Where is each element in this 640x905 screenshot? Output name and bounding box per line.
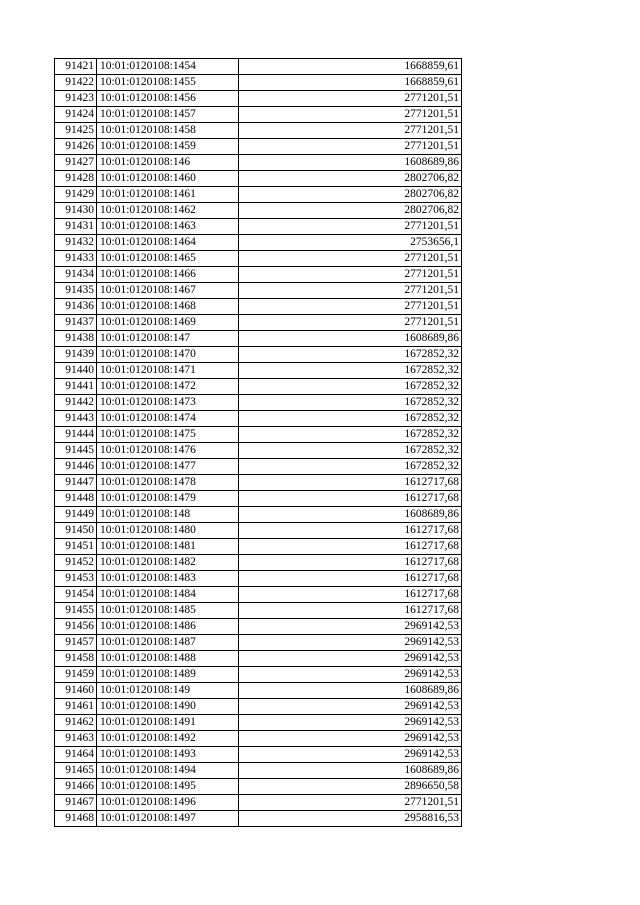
cadastral-value-cell: 2771201,51: [239, 219, 462, 235]
row-number-cell: 91441: [55, 379, 97, 395]
cadastral-number-cell: 10:01:0120108:1495: [97, 779, 239, 795]
table-row: [55, 571, 462, 587]
table-row: [55, 475, 462, 491]
cadastral-value-cell: 1668859,61: [239, 59, 462, 75]
row-number-cell: 91423: [55, 91, 97, 107]
cadastral-number-cell: 10:01:0120108:149: [97, 683, 239, 699]
cadastral-number-cell: 10:01:0120108:1464: [97, 235, 239, 251]
cadastral-number-cell: 10:01:0120108:1477: [97, 459, 239, 475]
row-number-cell: 91460: [55, 683, 97, 699]
cadastral-number-cell: 10:01:0120108:148: [97, 507, 239, 523]
row-number-cell: 91442: [55, 395, 97, 411]
table-row: [55, 795, 462, 811]
cadastral-number-cell: 10:01:0120108:1460: [97, 171, 239, 187]
table-row: [55, 619, 462, 635]
cadastral-value-cell: 1672852,32: [239, 459, 462, 475]
cadastral-value-cell: 1612717,68: [239, 523, 462, 539]
cadastral-value-cell: 1612717,68: [239, 587, 462, 603]
cadastral-value-cell: 2771201,51: [239, 795, 462, 811]
row-number-cell: 91422: [55, 75, 97, 91]
cadastral-value-cell: 1608689,86: [239, 155, 462, 171]
row-number-cell: 91447: [55, 475, 97, 491]
cadastral-number-cell: 10:01:0120108:1476: [97, 443, 239, 459]
table-row: [55, 155, 462, 171]
cadastral-value-cell: 2896650,58: [239, 779, 462, 795]
cadastral-number-cell: 10:01:0120108:1492: [97, 731, 239, 747]
row-number-cell: 91466: [55, 779, 97, 795]
cadastral-value-cell: 2753656,1: [239, 235, 462, 251]
row-number-cell: 91444: [55, 427, 97, 443]
row-number-cell: 91449: [55, 507, 97, 523]
table-row: [55, 363, 462, 379]
cadastral-value-cell: 1612717,68: [239, 603, 462, 619]
cadastral-number-cell: 10:01:0120108:1491: [97, 715, 239, 731]
table-row: [55, 507, 462, 523]
row-number-cell: 91431: [55, 219, 97, 235]
table-row: [55, 59, 462, 75]
cadastral-value-cell: 1672852,32: [239, 363, 462, 379]
cadastral-number-cell: 10:01:0120108:1455: [97, 75, 239, 91]
row-number-cell: 91443: [55, 411, 97, 427]
cadastral-value-cell: 2969142,53: [239, 715, 462, 731]
cadastral-value-cell: 1612717,68: [239, 475, 462, 491]
row-number-cell: 91428: [55, 171, 97, 187]
table-row: [55, 811, 462, 827]
cadastral-value-cell: 1608689,86: [239, 763, 462, 779]
cadastral-number-cell: 10:01:0120108:1467: [97, 283, 239, 299]
table-row: [55, 235, 462, 251]
table-row: [55, 715, 462, 731]
cadastral-value-cell: 2771201,51: [239, 107, 462, 123]
table-body: [55, 59, 462, 827]
cadastral-number-cell: 10:01:0120108:1461: [97, 187, 239, 203]
row-number-cell: 91464: [55, 747, 97, 763]
table-row: [55, 395, 462, 411]
row-number-cell: 91453: [55, 571, 97, 587]
table-row: [55, 603, 462, 619]
cadastral-value-cell: 2969142,53: [239, 635, 462, 651]
row-number-cell: 91463: [55, 731, 97, 747]
table-row: [55, 203, 462, 219]
row-number-cell: 91426: [55, 139, 97, 155]
cadastral-number-cell: 10:01:0120108:147: [97, 331, 239, 347]
row-number-cell: 91452: [55, 555, 97, 571]
table-row: [55, 635, 462, 651]
row-number-cell: 91432: [55, 235, 97, 251]
cadastral-value-cell: 2969142,53: [239, 699, 462, 715]
row-number-cell: 91440: [55, 363, 97, 379]
cadastral-value-cell: 1612717,68: [239, 539, 462, 555]
cadastral-number-cell: 10:01:0120108:1481: [97, 539, 239, 555]
cadastral-number-cell: 10:01:0120108:1470: [97, 347, 239, 363]
cadastral-value-cell: 2969142,53: [239, 651, 462, 667]
table-row: [55, 251, 462, 267]
cadastral-number-cell: 10:01:0120108:1488: [97, 651, 239, 667]
cadastral-number-cell: 10:01:0120108:1457: [97, 107, 239, 123]
table-row: [55, 267, 462, 283]
cadastral-number-cell: 10:01:0120108:1458: [97, 123, 239, 139]
cadastral-number-cell: 10:01:0120108:1493: [97, 747, 239, 763]
cadastral-value-cell: 1672852,32: [239, 443, 462, 459]
row-number-cell: 91424: [55, 107, 97, 123]
cadastral-number-cell: 10:01:0120108:1454: [97, 59, 239, 75]
row-number-cell: 91434: [55, 267, 97, 283]
row-number-cell: 91437: [55, 315, 97, 331]
cadastral-number-cell: 10:01:0120108:1475: [97, 427, 239, 443]
table-row: [55, 331, 462, 347]
row-number-cell: 91448: [55, 491, 97, 507]
cadastral-value-cell: 2969142,53: [239, 731, 462, 747]
cadastral-value-cell: 1672852,32: [239, 379, 462, 395]
cadastral-number-cell: 10:01:0120108:1490: [97, 699, 239, 715]
cadastral-value-cell: 1612717,68: [239, 571, 462, 587]
cadastral-value-cell: 1608689,86: [239, 507, 462, 523]
cadastral-value-cell: 2802706,82: [239, 187, 462, 203]
table-row: [55, 107, 462, 123]
table-row: [55, 443, 462, 459]
cadastral-value-cell: 2802706,82: [239, 171, 462, 187]
cadastral-number-cell: 10:01:0120108:1459: [97, 139, 239, 155]
cadastral-value-cell: 1672852,32: [239, 347, 462, 363]
cadastral-number-cell: 10:01:0120108:1456: [97, 91, 239, 107]
row-number-cell: 91468: [55, 811, 97, 827]
cadastral-value-cell: 1668859,61: [239, 75, 462, 91]
table-row: [55, 651, 462, 667]
row-number-cell: 91425: [55, 123, 97, 139]
cadastral-value-cell: 2969142,53: [239, 747, 462, 763]
row-number-cell: 91427: [55, 155, 97, 171]
table-row: [55, 731, 462, 747]
row-number-cell: 91456: [55, 619, 97, 635]
table-row: [55, 459, 462, 475]
row-number-cell: 91446: [55, 459, 97, 475]
cadastral-value-cell: 2771201,51: [239, 91, 462, 107]
table-row: [55, 283, 462, 299]
cadastral-number-cell: 10:01:0120108:1489: [97, 667, 239, 683]
cadastral-value-cell: 1608689,86: [239, 683, 462, 699]
table-row: [55, 411, 462, 427]
cadastral-number-cell: 10:01:0120108:1480: [97, 523, 239, 539]
cadastral-value-cell: 1672852,32: [239, 427, 462, 443]
cadastral-value-cell: 2958816,53: [239, 811, 462, 827]
table-row: [55, 587, 462, 603]
table-row: [55, 667, 462, 683]
row-number-cell: 91435: [55, 283, 97, 299]
table-row: [55, 123, 462, 139]
cadastral-number-cell: 10:01:0120108:1465: [97, 251, 239, 267]
table-row: [55, 699, 462, 715]
table-row: [55, 75, 462, 91]
cadastral-number-cell: 10:01:0120108:1474: [97, 411, 239, 427]
cadastral-number-cell: 10:01:0120108:1466: [97, 267, 239, 283]
cadastral-value-cell: 2771201,51: [239, 299, 462, 315]
cadastral-number-cell: 10:01:0120108:1473: [97, 395, 239, 411]
table-row: [55, 171, 462, 187]
cadastral-number-cell: 10:01:0120108:1478: [97, 475, 239, 491]
cadastral-value-cell: 2771201,51: [239, 251, 462, 267]
cadastral-number-cell: 10:01:0120108:1496: [97, 795, 239, 811]
row-number-cell: 91438: [55, 331, 97, 347]
row-number-cell: 91457: [55, 635, 97, 651]
cadastral-value-cell: 2771201,51: [239, 123, 462, 139]
cadastral-value-cell: 2969142,53: [239, 619, 462, 635]
table-row: [55, 683, 462, 699]
cadastral-value-cell: 2771201,51: [239, 315, 462, 331]
table-row: [55, 763, 462, 779]
cadastral-number-cell: 10:01:0120108:1472: [97, 379, 239, 395]
table-row: [55, 539, 462, 555]
cadastral-number-cell: 10:01:0120108:1479: [97, 491, 239, 507]
table-row: [55, 427, 462, 443]
row-number-cell: 91450: [55, 523, 97, 539]
cadastral-number-cell: 10:01:0120108:1471: [97, 363, 239, 379]
row-number-cell: 91459: [55, 667, 97, 683]
row-number-cell: 91461: [55, 699, 97, 715]
cadastral-number-cell: 10:01:0120108:1484: [97, 587, 239, 603]
row-number-cell: 91421: [55, 59, 97, 75]
cadastral-number-cell: 10:01:0120108:146: [97, 155, 239, 171]
table-row: [55, 139, 462, 155]
table-row: [55, 379, 462, 395]
cadastral-value-cell: 1612717,68: [239, 491, 462, 507]
cadastral-number-cell: 10:01:0120108:1468: [97, 299, 239, 315]
table-row: [55, 347, 462, 363]
row-number-cell: 91445: [55, 443, 97, 459]
row-number-cell: 91436: [55, 299, 97, 315]
cadastral-value-cell: 2771201,51: [239, 267, 462, 283]
row-number-cell: 91451: [55, 539, 97, 555]
row-number-cell: 91430: [55, 203, 97, 219]
cadastral-value-cell: 2969142,53: [239, 667, 462, 683]
table-row: [55, 747, 462, 763]
cadastral-value-cell: 2771201,51: [239, 283, 462, 299]
row-number-cell: 91454: [55, 587, 97, 603]
cadastral-value-cell: 1672852,32: [239, 411, 462, 427]
cadastral-number-cell: 10:01:0120108:1469: [97, 315, 239, 331]
table-row: [55, 491, 462, 507]
table-row: [55, 523, 462, 539]
table-row: [55, 187, 462, 203]
row-number-cell: 91433: [55, 251, 97, 267]
table-row: [55, 219, 462, 235]
cadastral-number-cell: 10:01:0120108:1487: [97, 635, 239, 651]
row-number-cell: 91429: [55, 187, 97, 203]
cadastral-number-cell: 10:01:0120108:1462: [97, 203, 239, 219]
table-row: [55, 555, 462, 571]
cadastral-number-cell: 10:01:0120108:1494: [97, 763, 239, 779]
cadastral-number-cell: 10:01:0120108:1485: [97, 603, 239, 619]
cadastral-number-cell: 10:01:0120108:1463: [97, 219, 239, 235]
row-number-cell: 91462: [55, 715, 97, 731]
row-number-cell: 91455: [55, 603, 97, 619]
cadastral-value-cell: 1672852,32: [239, 395, 462, 411]
cadastral-number-cell: 10:01:0120108:1486: [97, 619, 239, 635]
cadastral-number-cell: 10:01:0120108:1482: [97, 555, 239, 571]
cadastral-value-table: [54, 58, 462, 827]
cadastral-value-cell: 1608689,86: [239, 331, 462, 347]
table-row: [55, 315, 462, 331]
table-row: [55, 91, 462, 107]
table-row: [55, 779, 462, 795]
row-number-cell: 91439: [55, 347, 97, 363]
cadastral-value-cell: 1612717,68: [239, 555, 462, 571]
cadastral-number-cell: 10:01:0120108:1497: [97, 811, 239, 827]
row-number-cell: 91458: [55, 651, 97, 667]
row-number-cell: 91467: [55, 795, 97, 811]
row-number-cell: 91465: [55, 763, 97, 779]
table-row: [55, 299, 462, 315]
cadastral-number-cell: 10:01:0120108:1483: [97, 571, 239, 587]
cadastral-value-cell: 2771201,51: [239, 139, 462, 155]
cadastral-value-cell: 2802706,82: [239, 203, 462, 219]
